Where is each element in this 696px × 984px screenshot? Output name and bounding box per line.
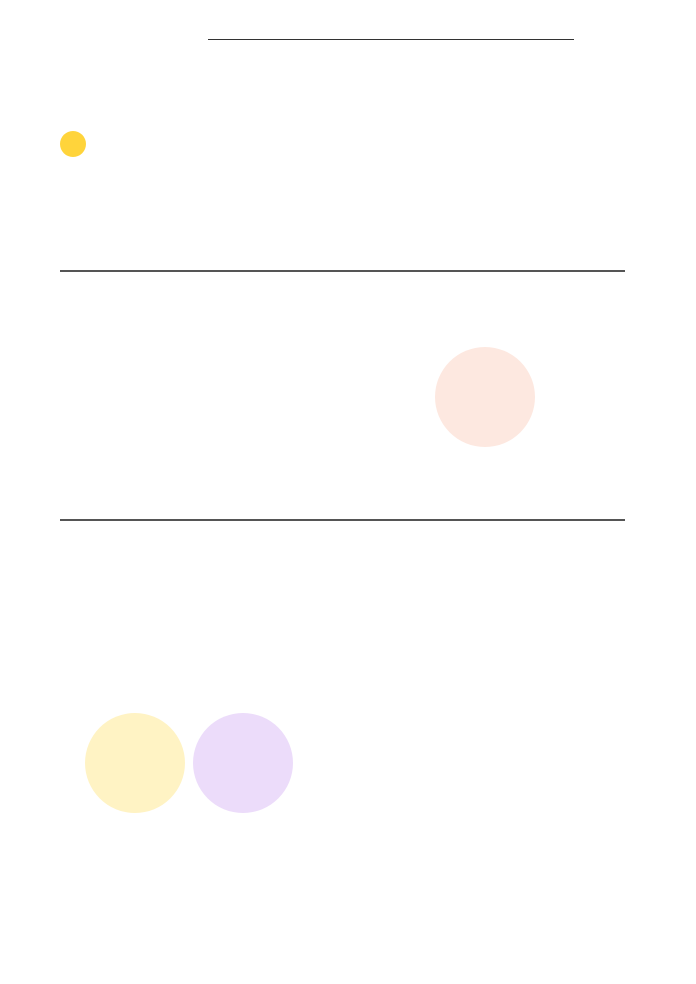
pie1-slice-rest	[435, 347, 535, 447]
header-divider	[208, 39, 574, 40]
pie3-slice-rest	[193, 713, 293, 813]
chart2-pie-effects	[80, 710, 190, 820]
pie2-slice-rest	[85, 713, 185, 813]
chart2-pie-topics	[190, 710, 300, 820]
chart3-bars	[310, 676, 610, 826]
heading-number-badge	[60, 131, 86, 157]
section-divider	[60, 519, 625, 521]
chart1-pie	[420, 340, 550, 460]
section-divider	[60, 270, 625, 272]
